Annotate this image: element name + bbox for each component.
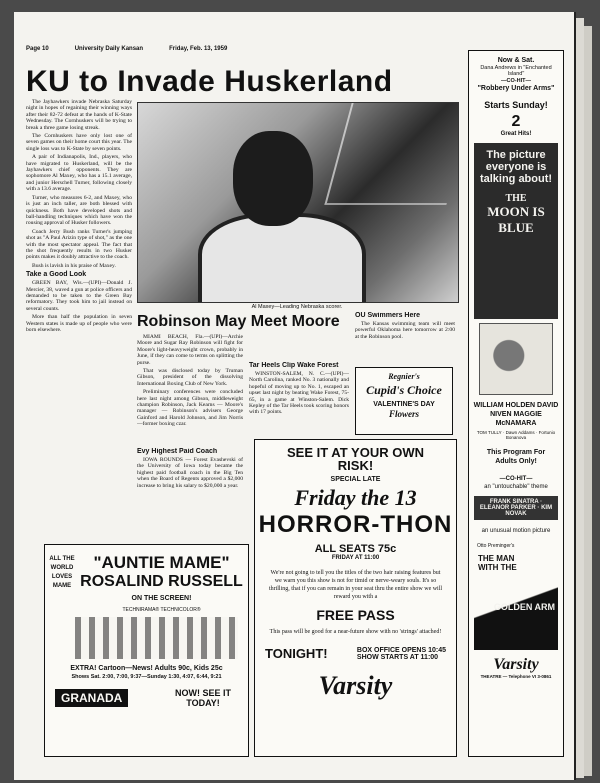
- florist-line3: Flowers: [388, 409, 419, 419]
- paper-name: University Daily Kansan: [74, 46, 144, 52]
- moon-stars: WILLIAM HOLDEN DAVID NIVEN MAGGIE McNAMARA: [473, 402, 559, 427]
- two-number: 2: [511, 113, 521, 130]
- golden-arm-line1: THE MAN WITH THE: [478, 554, 517, 572]
- basket-net-shape: [324, 103, 459, 205]
- horror-title1: Friday the 13: [294, 485, 417, 510]
- untouchable-theme: an "untouchable" theme: [484, 484, 548, 490]
- player-photo: [137, 102, 459, 303]
- subhead-ou-swimmers: OU Swimmers Here: [355, 312, 420, 319]
- story-paragraph: More than half the population in seven Western states is made up of people who were born elsewhere.: [26, 314, 132, 333]
- auntie-shows: Shows Sat. 2:00, 7:00, 9:37—Sunday 1:30, 4:07, 6:44, 9:21: [71, 674, 222, 680]
- right-theater-phone: THEATRE — Telephone VI 3-0861: [480, 674, 552, 679]
- horror-show-start: SHOW STARTS AT 11:00: [356, 653, 439, 661]
- horror-showtime-row: [265, 646, 446, 661]
- horror-top: SEE IT AT YOUR OWN RISK!: [287, 445, 424, 473]
- otto-preminger: Otto Preminger's: [477, 543, 515, 549]
- right-theater-logo: Varsity: [493, 656, 539, 673]
- newspaper-page: [14, 12, 574, 780]
- dana-feature: Dana Andrews in "Enchanted Island": [480, 65, 552, 77]
- story-paragraph: Preliminary conferences were concluded here last night among Gibson, middleweight champion Robinson, Jack Kearns — Moore's manager — Robinson's advisers George Gainford and Harold Johnson, and Jim Norris—former boxing czar.: [137, 389, 243, 428]
- ou-swimmers-column: [355, 312, 455, 364]
- horror-theater-logo: Varsity: [318, 671, 393, 700]
- boxing-story-column: [137, 334, 243, 444]
- right-movie-ad: [468, 50, 564, 757]
- story-paragraph: A pair of Indianapolis, Ind., players, who have migrated to Huskerland, will be the Jayhawkers chief opponents. They are sophomore Al Maxey, who has a 15.1 average, and junior Herschell Turner, following closely with a 13.6 average.: [26, 154, 132, 193]
- auntie-side-text: ALL THE WORLD LOVES MAME: [49, 556, 75, 589]
- now-sat-label: Now & Sat.: [497, 57, 535, 64]
- jersey-shape: [198, 213, 366, 303]
- florist-line2: VALENTINE'S DAY: [373, 401, 435, 408]
- story-paragraph: GREEN BAY, Wis.—(UPI)—Donald J. Mercier, 38, waved a gun at police officers and demanded to be taken to the Green Bay reformatory. They took him to jail instead on several counts.: [26, 280, 132, 312]
- adults-only-notice: This Program For Adults Only!: [486, 449, 546, 465]
- player-head-shape: [233, 131, 313, 226]
- story-paragraph: Bush is lavish in his praise of Maxey.: [32, 262, 116, 269]
- moon-title-blue: BLUE: [498, 220, 534, 235]
- story-paragraph: The Cornhuskers have only lost one of seven games on their home court this year. The single loss was to K-State by seven points.: [26, 133, 132, 152]
- horror-tonight: TONIGHT!: [265, 646, 328, 661]
- main-headline: KU to Invade Huskerland: [26, 65, 393, 98]
- auntie-mame-ad: [44, 544, 249, 757]
- story-paragraph: The Jayhawkers invade Nebraska Saturday night in hopes of regaining their winning ways after their 82-72 defeat at the hands of K-State Wednesday. The Cornhuskers will be trying to break a three game losing streak.: [26, 99, 132, 131]
- secondary-headline: Robinson May Meet Moore: [137, 313, 340, 330]
- florist-ad: [355, 367, 453, 435]
- issue-date: Friday, Feb. 13, 1959: [169, 46, 228, 52]
- moon-supporting-cast: TOM TULLY · Dawn Addams · Fortunio Bonanova: [476, 430, 556, 440]
- horror-title2: HORROR-THON: [258, 511, 453, 538]
- great-hits: Great Hits!: [500, 131, 532, 137]
- florist-line1: Cupid's Choice: [366, 383, 442, 397]
- golden-arm-line2: GOLDEN ARM: [493, 602, 555, 612]
- auntie-format: TECHNIRAMA® TECHNICOLOR®: [122, 607, 201, 613]
- horror-body: We're not going to tell you the titles of the two hair raising features but we warn you this show is not for timid or nerve-weary souls. It's so thrilling, that if you can remain in your seat thru the entire show we will reward you with a: [268, 570, 443, 600]
- subhead-evy: Evy Highest Paid Coach: [137, 448, 218, 455]
- horror-price: ALL SEATS 75c: [314, 543, 397, 555]
- horror-special: SPECIAL LATE: [330, 476, 381, 483]
- auntie-footer: [55, 688, 238, 708]
- moon-title-the: THE: [505, 193, 527, 204]
- story-paragraph: IOWA ROUNDS — Forest Evashevski of the University of Iowa today became the highest paid football coach in the Big Ten when the Board of Regents approved a $2,000 increase to bring his salary to $20,000 a year.: [137, 457, 243, 489]
- cohit-label: —CO-HIT—: [501, 78, 531, 84]
- golden-arm-panel: [474, 540, 558, 650]
- photo-caption: Al Maxey—Leading Nebraska scorer.: [251, 304, 343, 310]
- auntie-star: ROSALIND RUSSELL: [80, 573, 243, 590]
- picture-tagline: The picture everyone is talking about!: [479, 149, 553, 185]
- subhead-take-a-good-look: Take a Good Look: [26, 271, 87, 279]
- evy-story-column: [137, 448, 243, 538]
- horror-box-office: BOX OFFICE OPENS 10:45: [356, 646, 446, 654]
- lead-story-column: [26, 99, 132, 469]
- horror-thon-ad: [254, 439, 457, 757]
- folio-line: [26, 46, 276, 52]
- unusual-picture: an unusual motion picture: [481, 528, 551, 534]
- auntie-screen: ON THE SCREEN!: [131, 595, 192, 602]
- page-edge: [574, 18, 584, 778]
- moon-title-moon: MOON IS: [487, 204, 545, 219]
- story-paragraph: Coach Jerry Bush ranks Turner's jumping shot as "A Paul Arizin type of shot," as the one with the most spectator appeal. The fact that the shot frequently results in two Husker points makes it doubly attractive to the coach.: [26, 228, 132, 261]
- page-edge-back: [584, 26, 592, 776]
- horror-pass-note: This pass will be good for a near-future show with no 'strings' attached!: [269, 629, 442, 635]
- subhead-tar-heels: Tar Heels Clip Wake Forest: [249, 362, 339, 369]
- horror-pass: FREE PASS: [316, 607, 395, 623]
- robbery-feature: "Robbery Under Arms": [477, 85, 555, 92]
- page-number: Page 10: [26, 46, 49, 52]
- sinatra-cast: FRANK SINATRA · ELEANOR PARKER · KIM NOVAK: [474, 496, 558, 520]
- auntie-title: "AUNTIE MAME": [93, 553, 230, 572]
- couple-illustration: [479, 323, 553, 395]
- story-paragraph: MIAMI BEACH, Fla.—(UPI)—Archie Moore and Sugar Ray Robinson will fight for Moore's light-heavyweight crown, probably in June, if they can come to terms on splitting the purse.: [137, 334, 243, 366]
- auntie-now: NOW! SEE IT TODAY!: [175, 688, 231, 708]
- auntie-extra: EXTRA! Cartoon—News! Adults 90c, Kids 25c: [70, 665, 223, 672]
- florist-name: Regnier's: [388, 372, 420, 381]
- cohit-label-2: —CO-HIT—: [499, 476, 533, 482]
- cast-illustration: [75, 617, 238, 659]
- horror-time: FRIDAY AT 11:00: [331, 555, 380, 561]
- story-paragraph: The Kansas swimming team will meet powerful Oklahoma here tomorrow at 2:00 at the Robinson pool.: [355, 321, 455, 340]
- auntie-theater-logo: GRANADA: [55, 689, 128, 707]
- moon-is-blue-panel: [474, 143, 558, 319]
- starts-sunday: Starts Sunday!: [484, 100, 548, 110]
- story-paragraph: That was disclosed today by Truman Gibson, president of the dissolving International Boxing Club of New York.: [137, 368, 243, 387]
- story-paragraph: Turner, who measures 6-2, and Maxey, who is just an inch taller, are both blessed with quickness. Both have developed shots and ball-handling techniques which have won the rousing approval of Husker followers.: [26, 194, 132, 227]
- story-paragraph: WINSTON-SALEM, N. C.—(UPI)—North Carolina, ranked No. 3 nationally and hopeful of moving up to No. 1, escaped an upset last night by beating Wake Forest, 75-65, in a game at Winston-Salem. Dick Kepley of the Tar Heels took scoring honors with 17 points.: [249, 371, 349, 416]
